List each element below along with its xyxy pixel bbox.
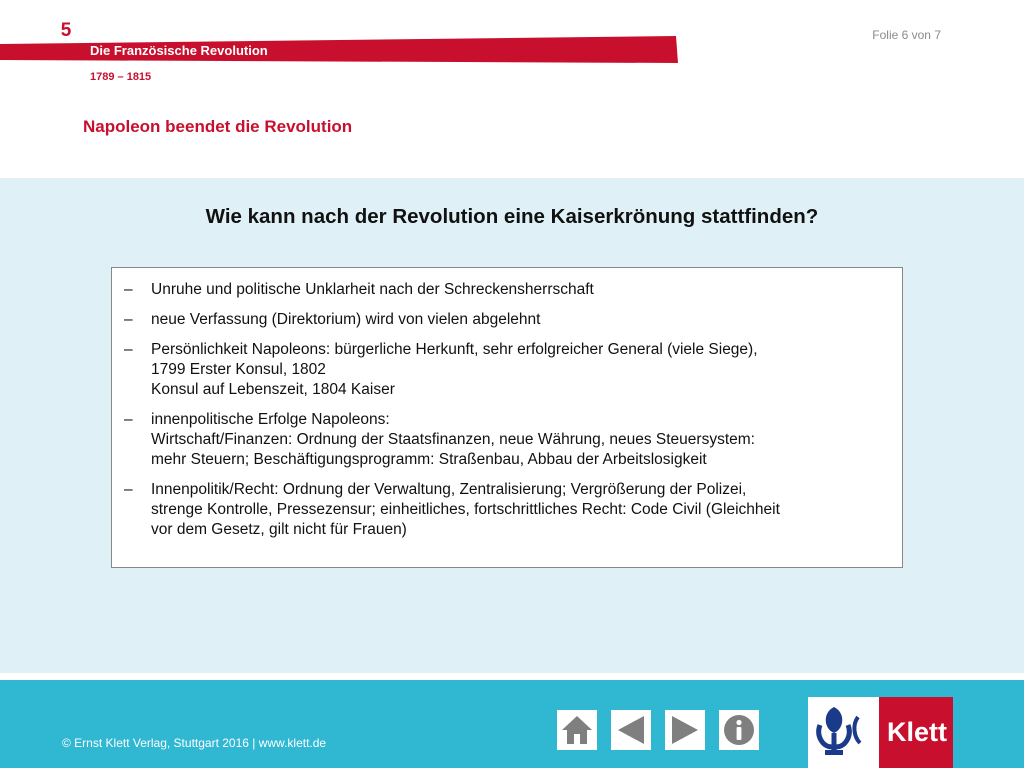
slide-counter: Folie 6 von 7: [872, 28, 941, 42]
klett-logo: [808, 697, 953, 768]
chapter-number: 5: [60, 20, 72, 41]
list-item-line: strenge Kontrolle, Pressezensur; einheitliches, fortschrittliches Recht: Code Civil (Gleichheit: [151, 501, 780, 518]
series-title: Die Französische Revolution: [90, 43, 268, 58]
bullet-dash: –: [124, 481, 133, 498]
bullet-dash: –: [124, 311, 133, 328]
bullet-dash: –: [124, 281, 133, 298]
list-item-line: Wirtschaft/Finanzen: Ordnung der Staatsfinanzen, neue Währung, neues Steuersystem:: [151, 431, 755, 448]
bullet-dash: –: [124, 411, 133, 428]
question-heading: Wie kann nach der Revolution eine Kaiserkrönung stattfinden?: [205, 205, 819, 228]
home-icon: [560, 713, 594, 747]
list-item-line: Konsul auf Lebenszeit, 1804 Kaiser: [151, 381, 395, 398]
list-item-line: vor dem Gesetz, gilt nicht für Frauen): [151, 521, 407, 538]
list-item: [124, 410, 888, 470]
klett-wordmark-bg: [879, 697, 953, 768]
list-item-line: Persönlichkeit Napoleons: bürgerliche Herkunft, sehr erfolgreicher General (viele Siege),: [151, 341, 758, 358]
info-button[interactable]: [719, 710, 759, 750]
list-item-line: neue Verfassung (Direktorium) wird von vielen abgelehnt: [151, 311, 541, 328]
reasons-list: [124, 280, 888, 540]
arrow-right-icon: [668, 713, 702, 747]
list-item: [124, 340, 888, 400]
bullet-dash: –: [124, 341, 133, 358]
klett-emblem-icon: [814, 703, 872, 761]
list-item-line: 1799 Erster Konsul, 1802: [151, 361, 326, 378]
previous-slide-button[interactable]: [611, 710, 651, 750]
list-item-line: Innenpolitik/Recht: Ordnung der Verwaltung, Zentralisierung; Vergrößerung der Polizei,: [151, 481, 747, 498]
list-item: [124, 280, 888, 300]
arrow-left-icon: [614, 713, 648, 747]
reasons-list-box: [111, 267, 903, 568]
list-item-line: innenpolitische Erfolge Napoleons:: [151, 411, 390, 428]
info-icon: [722, 713, 756, 747]
list-item: [124, 480, 888, 540]
list-item-line: mehr Steuern; Beschäftigungsprogramm: Straßenbau, Abbau der Arbeitslosigkeit: [151, 451, 707, 468]
list-item: [124, 310, 888, 330]
klett-wordmark: Klett: [887, 717, 947, 747]
next-slide-button[interactable]: [665, 710, 705, 750]
list-item-line: Unruhe und politische Unklarheit nach der Schreckensherrschaft: [151, 281, 594, 298]
home-button[interactable]: [557, 710, 597, 750]
copyright-text: © Ernst Klett Verlag, Stuttgart 2016 | www.klett.de: [62, 736, 327, 750]
years-label: 1789 – 1815: [90, 71, 152, 83]
topic-title: Napoleon beendet die Revolution: [83, 117, 353, 136]
